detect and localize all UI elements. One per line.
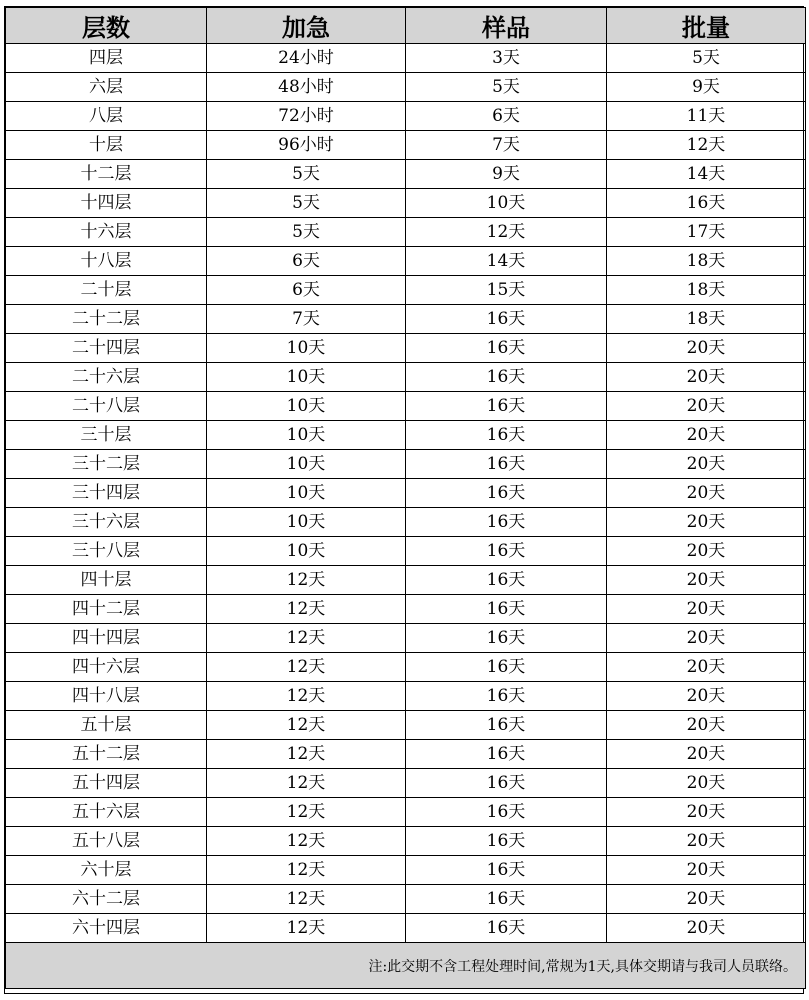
cell-sample: 16天	[406, 305, 607, 334]
cell-batch: 20天	[607, 769, 806, 798]
table-row	[6, 44, 806, 73]
cell-layers: 十六层	[6, 218, 207, 247]
table-row	[6, 740, 806, 769]
cell-layers: 三十八层	[6, 537, 207, 566]
cell-expedited: 12天	[207, 624, 406, 653]
cell-expedited: 96小时	[207, 131, 406, 160]
cell-sample: 15天	[406, 276, 607, 305]
cell-sample: 16天	[406, 624, 607, 653]
cell-batch: 20天	[607, 682, 806, 711]
header-batch: 批量	[607, 8, 806, 44]
table-body	[6, 44, 806, 943]
table-row	[6, 856, 806, 885]
cell-sample: 16天	[406, 856, 607, 885]
cell-batch: 20天	[607, 624, 806, 653]
lead-time-table-sheet	[4, 6, 804, 994]
cell-batch: 20天	[607, 798, 806, 827]
cell-sample: 16天	[406, 392, 607, 421]
cell-sample: 16天	[406, 827, 607, 856]
cell-layers: 四十层	[6, 566, 207, 595]
cell-layers: 三十四层	[6, 479, 207, 508]
table-row	[6, 827, 806, 856]
cell-sample: 16天	[406, 479, 607, 508]
cell-layers: 五十二层	[6, 740, 207, 769]
cell-expedited: 12天	[207, 595, 406, 624]
table-row	[6, 392, 806, 421]
table-row	[6, 247, 806, 276]
cell-sample: 16天	[406, 769, 607, 798]
cell-expedited: 12天	[207, 856, 406, 885]
cell-expedited: 12天	[207, 566, 406, 595]
cell-expedited: 24小时	[207, 44, 406, 73]
cell-batch: 20天	[607, 856, 806, 885]
table-row	[6, 798, 806, 827]
cell-layers: 二十六层	[6, 363, 207, 392]
cell-sample: 16天	[406, 914, 607, 943]
cell-sample: 16天	[406, 740, 607, 769]
cell-expedited: 12天	[207, 798, 406, 827]
table-row	[6, 595, 806, 624]
cell-batch: 20天	[607, 392, 806, 421]
cell-expedited: 12天	[207, 711, 406, 740]
cell-batch: 14天	[607, 160, 806, 189]
cell-expedited: 5天	[207, 160, 406, 189]
table-row	[6, 479, 806, 508]
cell-layers: 三十层	[6, 421, 207, 450]
table-row	[6, 566, 806, 595]
cell-layers: 四层	[6, 44, 207, 73]
cell-layers: 三十六层	[6, 508, 207, 537]
table-row	[6, 537, 806, 566]
table-row	[6, 189, 806, 218]
cell-layers: 五十八层	[6, 827, 207, 856]
cell-expedited: 12天	[207, 914, 406, 943]
cell-expedited: 5天	[207, 189, 406, 218]
table-row	[6, 508, 806, 537]
cell-sample: 16天	[406, 421, 607, 450]
header-row	[6, 8, 806, 44]
table-row	[6, 102, 806, 131]
cell-layers: 六十层	[6, 856, 207, 885]
cell-expedited: 12天	[207, 885, 406, 914]
cell-expedited: 6天	[207, 276, 406, 305]
table-row	[6, 334, 806, 363]
cell-layers: 六层	[6, 73, 207, 102]
table-footer	[6, 943, 806, 989]
cell-expedited: 12天	[207, 740, 406, 769]
cell-batch: 20天	[607, 740, 806, 769]
table-header	[6, 8, 806, 44]
cell-expedited: 7天	[207, 305, 406, 334]
table-row	[6, 624, 806, 653]
cell-expedited: 10天	[207, 421, 406, 450]
cell-batch: 20天	[607, 508, 806, 537]
table-row	[6, 682, 806, 711]
cell-batch: 12天	[607, 131, 806, 160]
cell-batch: 11天	[607, 102, 806, 131]
cell-expedited: 48小时	[207, 73, 406, 102]
header-sample: 样品	[406, 8, 607, 44]
cell-sample: 16天	[406, 508, 607, 537]
cell-layers: 二十四层	[6, 334, 207, 363]
cell-expedited: 10天	[207, 479, 406, 508]
cell-layers: 四十八层	[6, 682, 207, 711]
cell-layers: 二十二层	[6, 305, 207, 334]
cell-layers: 六十二层	[6, 885, 207, 914]
cell-batch: 18天	[607, 305, 806, 334]
cell-sample: 12天	[406, 218, 607, 247]
cell-sample: 14天	[406, 247, 607, 276]
cell-sample: 16天	[406, 363, 607, 392]
cell-batch: 20天	[607, 595, 806, 624]
cell-layers: 五十层	[6, 711, 207, 740]
cell-sample: 16天	[406, 595, 607, 624]
cell-expedited: 72小时	[207, 102, 406, 131]
table-row	[6, 160, 806, 189]
cell-expedited: 10天	[207, 334, 406, 363]
cell-layers: 五十四层	[6, 769, 207, 798]
cell-batch: 20天	[607, 653, 806, 682]
cell-layers: 十四层	[6, 189, 207, 218]
cell-expedited: 10天	[207, 508, 406, 537]
cell-batch: 20天	[607, 537, 806, 566]
cell-expedited: 12天	[207, 769, 406, 798]
cell-expedited: 12天	[207, 827, 406, 856]
cell-layers: 五十六层	[6, 798, 207, 827]
cell-batch: 20天	[607, 334, 806, 363]
table-row	[6, 305, 806, 334]
cell-batch: 16天	[607, 189, 806, 218]
cell-sample: 16天	[406, 537, 607, 566]
cell-layers: 四十六层	[6, 653, 207, 682]
table-row	[6, 450, 806, 479]
cell-expedited: 10天	[207, 537, 406, 566]
cell-batch: 5天	[607, 44, 806, 73]
cell-sample: 16天	[406, 711, 607, 740]
cell-layers: 十层	[6, 131, 207, 160]
cell-sample: 7天	[406, 131, 607, 160]
table-row	[6, 914, 806, 943]
cell-expedited: 12天	[207, 653, 406, 682]
cell-batch: 20天	[607, 914, 806, 943]
cell-layers: 六十四层	[6, 914, 207, 943]
table-row	[6, 131, 806, 160]
cell-sample: 10天	[406, 189, 607, 218]
cell-sample: 3天	[406, 44, 607, 73]
cell-batch: 20天	[607, 885, 806, 914]
cell-batch: 20天	[607, 566, 806, 595]
cell-sample: 16天	[406, 653, 607, 682]
cell-sample: 16天	[406, 450, 607, 479]
cell-layers: 十八层	[6, 247, 207, 276]
cell-expedited: 6天	[207, 247, 406, 276]
cell-sample: 5天	[406, 73, 607, 102]
cell-sample: 9天	[406, 160, 607, 189]
cell-sample: 6天	[406, 102, 607, 131]
cell-layers: 二十八层	[6, 392, 207, 421]
table-row	[6, 769, 806, 798]
table-row	[6, 885, 806, 914]
lead-time-table	[5, 7, 806, 989]
footer-row	[6, 943, 806, 989]
cell-layers: 四十二层	[6, 595, 207, 624]
cell-layers: 十二层	[6, 160, 207, 189]
cell-batch: 20天	[607, 421, 806, 450]
cell-layers: 三十二层	[6, 450, 207, 479]
cell-sample: 16天	[406, 566, 607, 595]
cell-sample: 16天	[406, 334, 607, 363]
cell-sample: 16天	[406, 798, 607, 827]
table-row	[6, 653, 806, 682]
table-row	[6, 218, 806, 247]
header-layers: 层数	[6, 8, 207, 44]
footer-note: 注:此交期不含工程处理时间,常规为1天,具体交期请与我司人员联络。	[6, 943, 806, 989]
cell-batch: 20天	[607, 479, 806, 508]
table-row	[6, 73, 806, 102]
table-row	[6, 421, 806, 450]
table-row	[6, 711, 806, 740]
cell-sample: 16天	[406, 682, 607, 711]
cell-batch: 9天	[607, 73, 806, 102]
cell-expedited: 10天	[207, 392, 406, 421]
cell-batch: 20天	[607, 363, 806, 392]
cell-sample: 16天	[406, 885, 607, 914]
cell-expedited: 5天	[207, 218, 406, 247]
table-row	[6, 276, 806, 305]
cell-layers: 八层	[6, 102, 207, 131]
cell-batch: 17天	[607, 218, 806, 247]
header-expedited: 加急	[207, 8, 406, 44]
cell-batch: 20天	[607, 450, 806, 479]
cell-expedited: 10天	[207, 363, 406, 392]
cell-batch: 18天	[607, 247, 806, 276]
cell-batch: 20天	[607, 711, 806, 740]
cell-batch: 18天	[607, 276, 806, 305]
cell-expedited: 12天	[207, 682, 406, 711]
cell-expedited: 10天	[207, 450, 406, 479]
cell-layers: 二十层	[6, 276, 207, 305]
cell-batch: 20天	[607, 827, 806, 856]
cell-layers: 四十四层	[6, 624, 207, 653]
table-row	[6, 363, 806, 392]
